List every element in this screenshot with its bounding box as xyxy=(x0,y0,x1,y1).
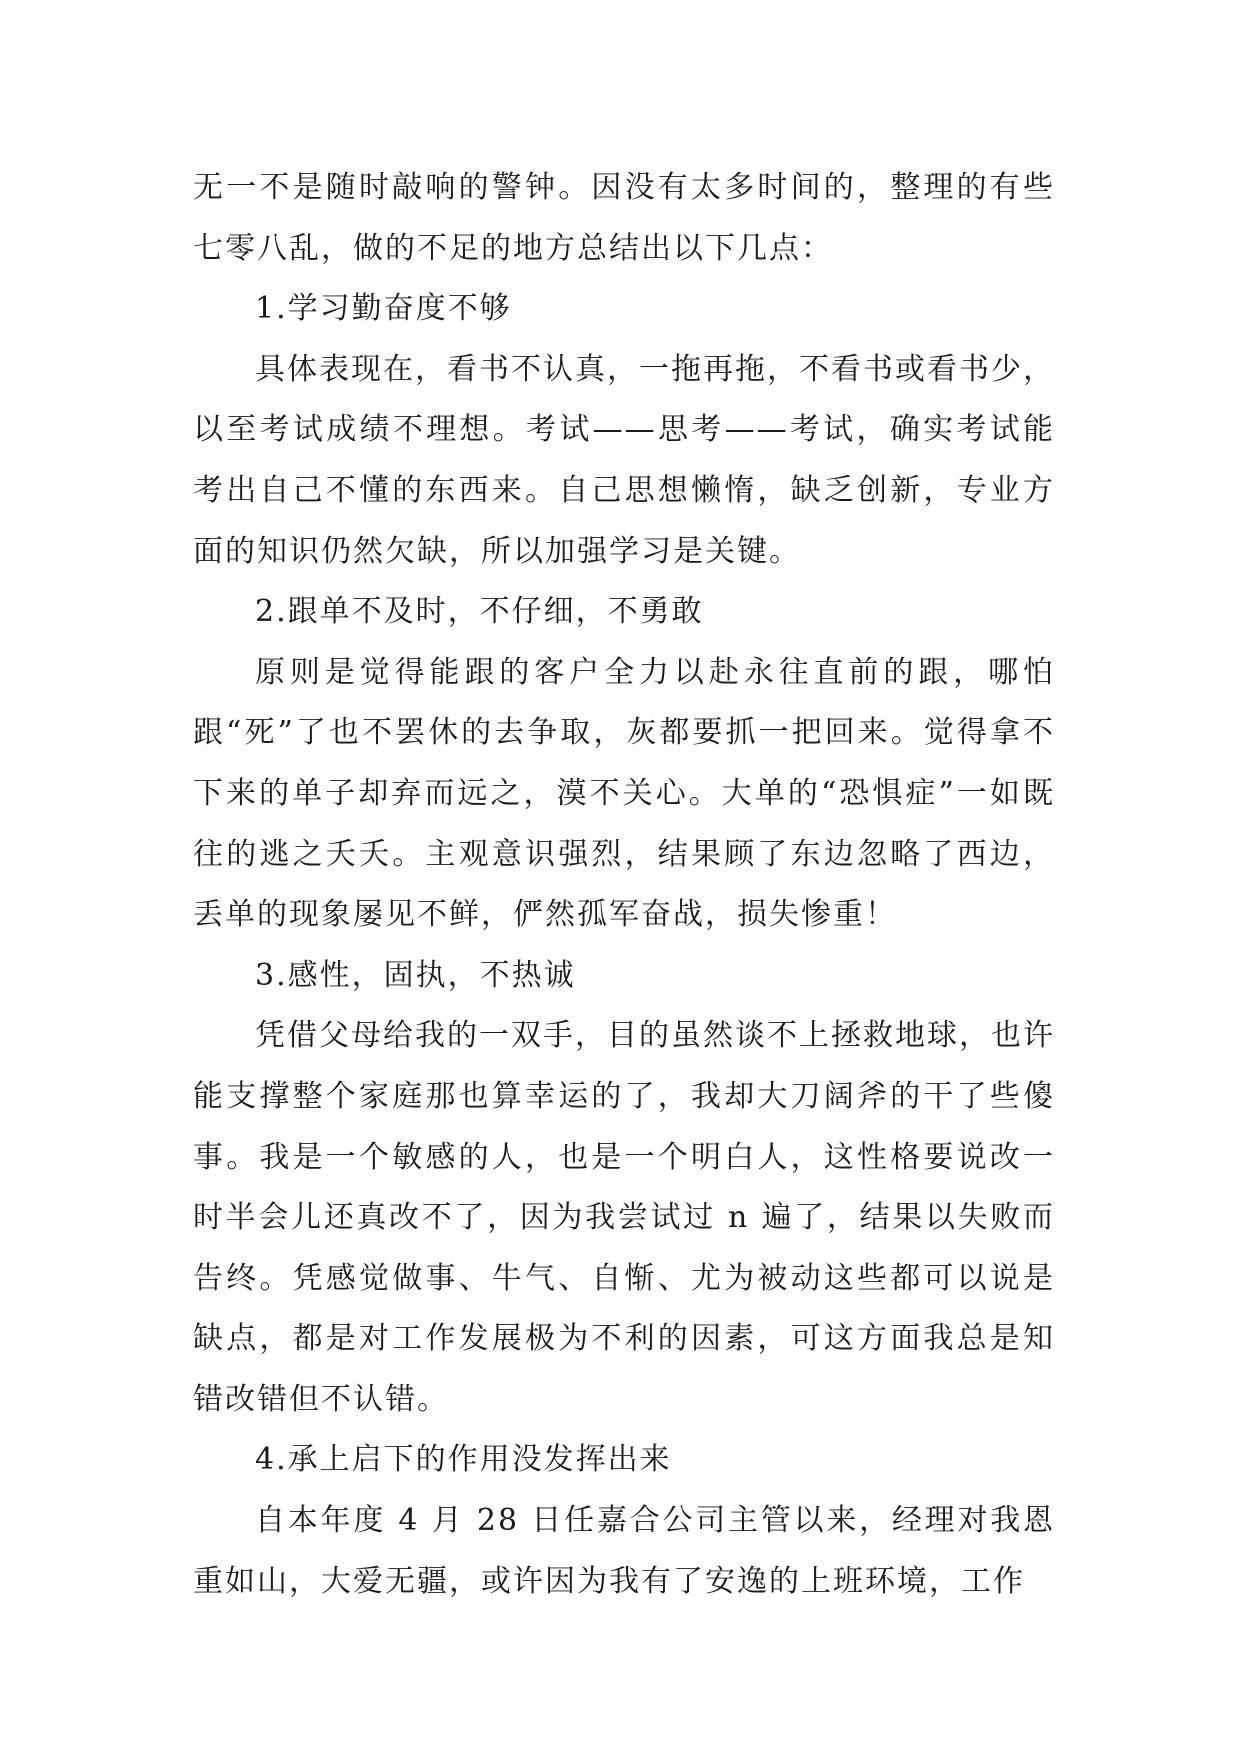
document-body xyxy=(193,158,1055,1612)
paragraph-4: 自本年度 4 月 28 日任嘉合公司主管以来，经理对我恩重如山，大爱无疆，或许因为我有了安逸的上班环境，工作 xyxy=(193,1503,1055,1599)
heading-3: 3.感性，固执，不热诚 xyxy=(255,957,576,993)
heading-4: 4.承上启下的作用没发挥出来 xyxy=(255,1442,672,1478)
paragraph-3: 凭借父母给我的一双手，目的虽然谈不上拯救地球，也许能支撑整个家庭那也算幸运的了，我却大刀阔斧的干了些傻事。我是一个敏感的人，也是一个明白人，这性格要说改一时半会儿还真改不了，因为我尝试过 n 遍了，结果以失败而告终。凭感觉做事、牛气、自惭、尤为被动这些都可以说是缺点，都是对工作发展极为不利的因素，可这方面我总是知错改错但不认错。 xyxy=(193,1018,1055,1417)
heading-1: 1.学习勤奋度不够 xyxy=(255,291,512,327)
paragraph-intro: 无一不是随时敲响的警钟。因没有太多时间的，整理的有些七零八乱，做的不足的地方总结出以下几点： xyxy=(193,170,1055,266)
paragraph-2: 原则是觉得能跟的客户全力以赴永往直前的跟，哪怕跟“死”了也不罢休的去争取，灰都要抓一把回来。觉得拿不下来的单子却弃而远之，漠不关心。大单的“恐惧症”一如既往的逃之夭夭。主观意识强烈，结果顾了东边忽略了西边，丢单的现象屡见不鲜，俨然孤军奋战，损失惨重！ xyxy=(193,654,1055,933)
heading-2: 2.跟单不及时，不仔细，不勇敢 xyxy=(255,594,704,630)
paragraph-1: 具体表现在，看书不认真，一拖再拖，不看书或看书少，以至考试成绩不理想。考试——思考——考试，确实考试能考出自己不懂的东西来。自己思想懒惰，缺乏创新，专业方面的知识仍然欠缺，所以加强学习是关键。 xyxy=(193,351,1055,569)
